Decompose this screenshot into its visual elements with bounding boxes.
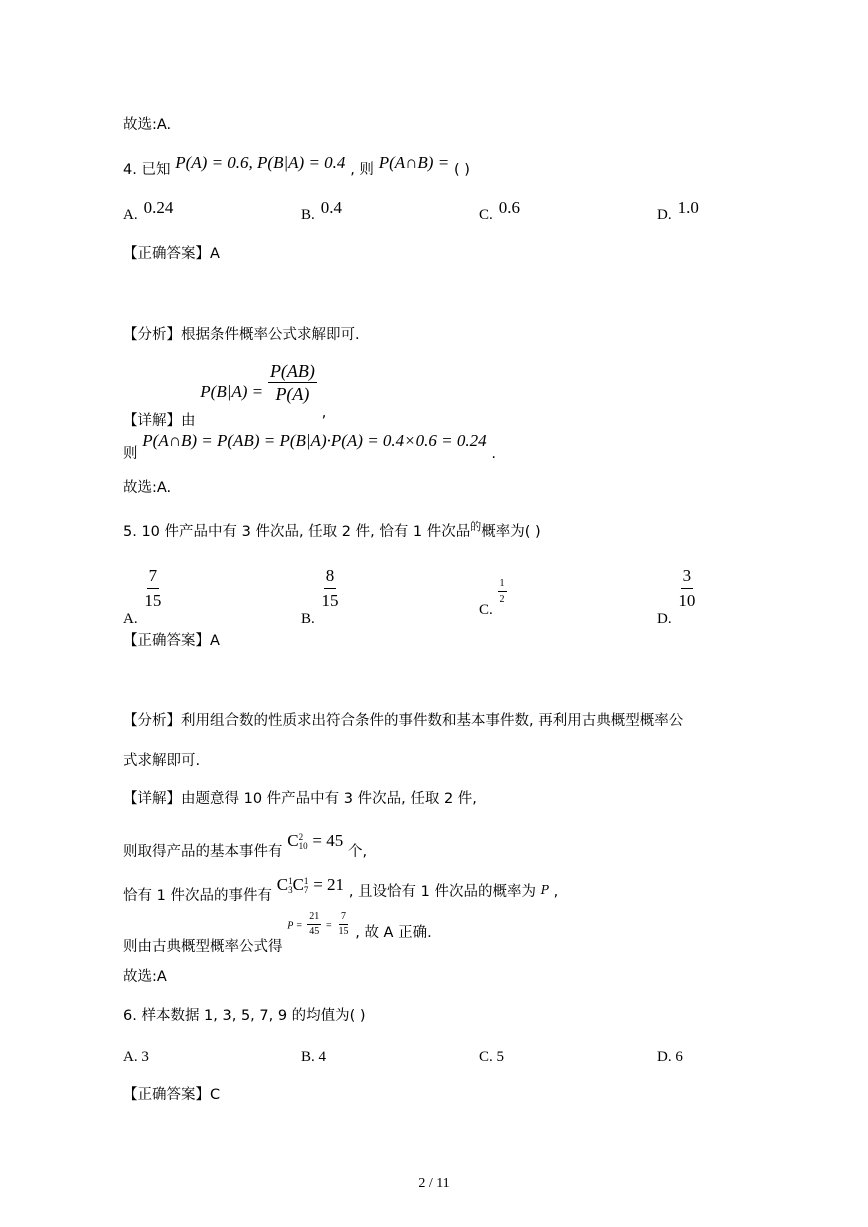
q4-detail-calc-line (123, 431, 496, 462)
q6-option-d: D. 6 (657, 1049, 683, 1065)
q6-option-a: A. 3 (123, 1049, 149, 1065)
q4-detail-comma: , (321, 404, 327, 421)
question-5-tail: 概率为( ) (481, 524, 541, 540)
question-4-blank: ( ) (453, 162, 470, 178)
q5-comb-c10-2: C 2 10 (287, 831, 308, 852)
q4-selection: 故选:A. (123, 480, 172, 496)
question-6: 6. 样本数据 1, 3, 5, 7, 9 的均值为( ) (123, 1008, 366, 1024)
q5-detail-4-eq: = (326, 920, 332, 932)
q4-detail-fraction-denominator: P(A) (275, 384, 310, 404)
question-4-prefix: 4. 已知 (123, 162, 171, 178)
page-number: 2 / 11 (418, 1176, 450, 1191)
q6-option-b: B. 4 (301, 1049, 327, 1065)
q5-detail-2-unit: 个, (348, 844, 368, 860)
q5-detail-4-text: 则由古典概型概率公式得 (123, 938, 283, 955)
q4-detail-calc: P(A∩B) = P(AB) = P(B|A)·P(A) = 0.4×0.6 = 0.24 (142, 431, 487, 450)
q6-correct-answer: 【正确答案】C (123, 1087, 221, 1103)
q4-detail-label: 【详解】由 (123, 412, 196, 429)
question-4 (123, 153, 470, 178)
q4-correct-answer: 【正确答案】A (123, 246, 220, 262)
q5-detail-3-suffix: , 且设恰有 1 件次品的概率为 (348, 884, 536, 900)
q5-option-b: B. $\frac{8}{15}$ (301, 566, 339, 627)
q5-detail-line-4 (123, 911, 432, 955)
question-5-text: 5. 10 件产品中有 3 件次品, 任取 2 件, 恰有 1 件次品 (123, 524, 471, 540)
q6-option-c: C. 5 (479, 1049, 505, 1065)
question-4-given-expr: P(A) = 0.6, P(B|A) = 0.4 (175, 153, 346, 172)
q5-analysis-line-1: 【分析】利用组合数的性质求出符合条件的事件数和基本事件数, 再利用古典概型概率公 (123, 713, 684, 729)
question-4-then: , 则 (350, 162, 374, 178)
q4-option-a: A. 0.24 (123, 198, 174, 223)
q5-detail-4-frac1: $\frac{21}{45}$ (309, 911, 320, 937)
q4-option-b: B. 0.4 (301, 198, 343, 223)
q5-option-c: C. $\frac{1}{2}$ (479, 578, 505, 618)
q5-detail-4-conclusion: , 故 A 正确. (355, 924, 432, 941)
q5-option-d: D. $\frac{3}{10}$ (657, 566, 696, 627)
q5-detail-line-1: 【详解】由题意得 10 件产品中有 3 件次品, 任取 2 件, (123, 791, 477, 807)
q5-detail-line-2 (123, 831, 368, 860)
q5-selection: 故选:A (123, 969, 167, 985)
q5-detail-4-p: P = (287, 920, 303, 932)
q5-detail-3-comma: , (553, 884, 559, 900)
q4-detail-fraction-numerator: P(AB) (269, 361, 315, 381)
q5-comb-value-21: = 21 (313, 875, 345, 894)
q5-detail-4-frac2: $\frac{7}{15}$ (338, 911, 349, 937)
q5-analysis-line-2: 式求解即可. (123, 753, 201, 769)
question-5-de: 的 (470, 520, 482, 533)
q5-detail-line-3 (123, 875, 559, 904)
q5-correct-answer: 【正确答案】A (123, 633, 220, 649)
q4-option-c: C. 0.6 (479, 198, 521, 223)
q4-detail-end: . (491, 446, 496, 462)
q4-option-d: D. 1.0 (657, 198, 699, 223)
q5-detail-2-text: 则取得产品的基本事件有 (123, 844, 283, 860)
answer-selection-line: 故选:A. (123, 117, 172, 133)
q4-detail-lhs: P(B|A) = (200, 381, 264, 401)
q5-detail-3-p: P (540, 883, 549, 897)
q5-comb-c3-1-c7-1: C 1 3 C 1 7 (276, 875, 309, 896)
q4-analysis: 【分析】根据条件概率公式求解即可. (123, 327, 360, 343)
q4-detail-formula (123, 361, 327, 429)
q5-comb-value-45: = 45 (312, 831, 344, 850)
q4-detail-fraction (268, 362, 317, 403)
q4-detail-then: 则 (123, 446, 138, 462)
question-4-target-expr: P(A∩B) = (378, 153, 450, 172)
q5-detail-3-text: 恰有 1 件次品的事件有 (123, 888, 272, 904)
question-5 (123, 520, 541, 540)
q5-option-a: A. $\frac{7}{15}$ (123, 566, 162, 627)
